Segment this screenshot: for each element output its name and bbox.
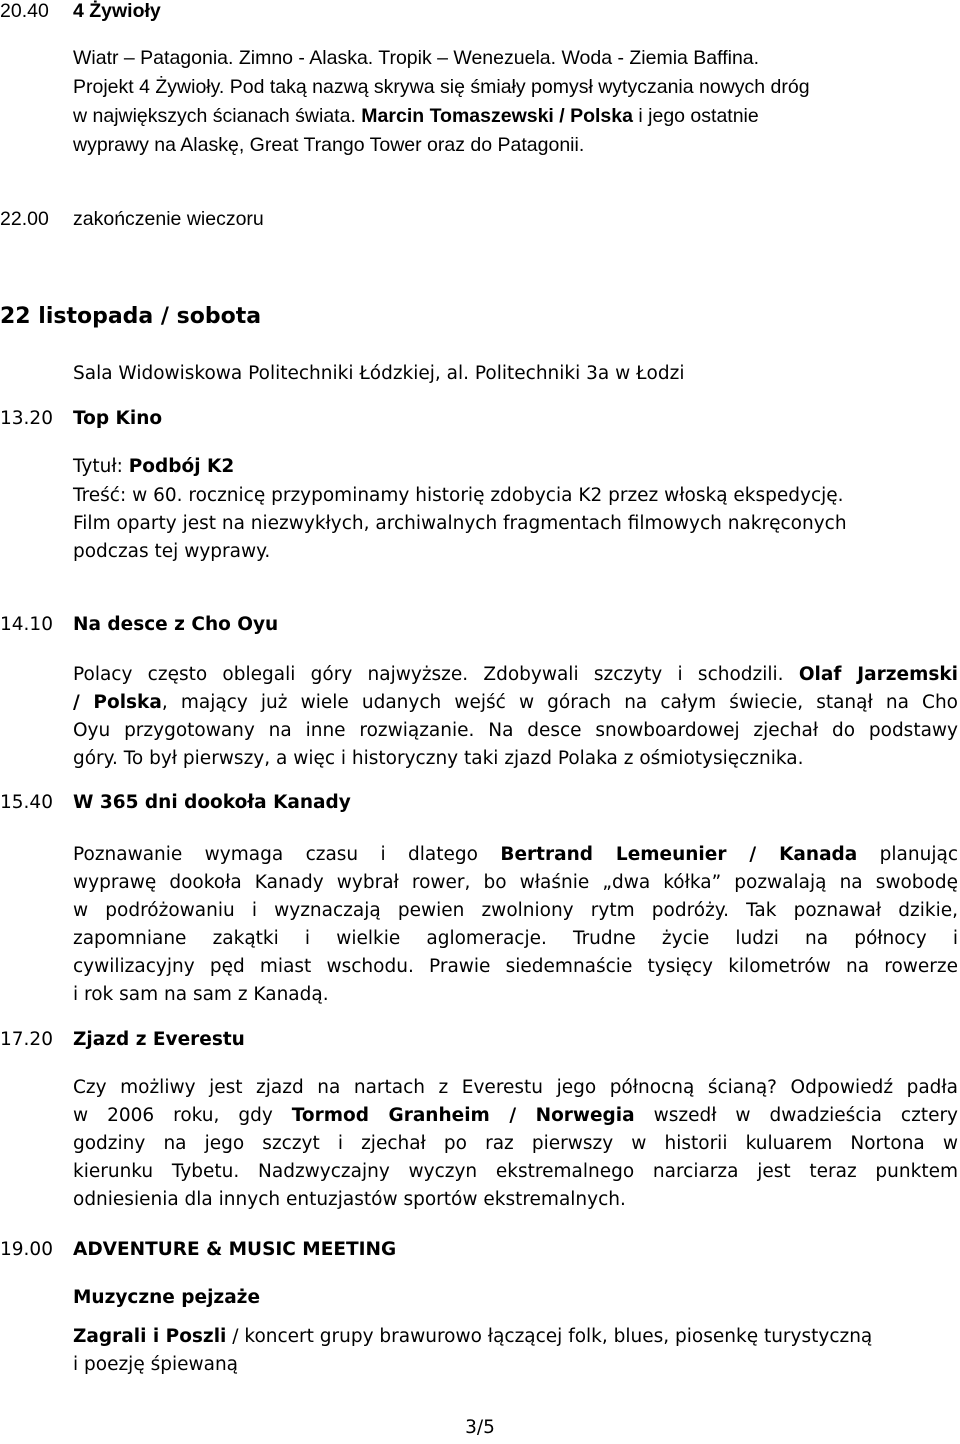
- title-4-zywioly: 4 Żywioły: [73, 0, 161, 22]
- venue: Sala Widowiskowa Politechniki Łódzkiej, al. Politechniki 3a w Łodzi: [73, 363, 685, 384]
- choOyu-polska: / Polska: [73, 692, 162, 713]
- p1-line3-end: i jego ostatnie: [638, 105, 759, 127]
- time-1900: 19.00: [0, 1239, 53, 1260]
- choOyu-line1: [73, 661, 958, 689]
- choOyu-line1-text: Polacy często oblegali góry najwyższe. Zdobywali szczyty i schodzili.: [73, 664, 784, 685]
- choOyu-line3: Oyu przygotowany na inne rozwiązanie. Na desce snowboardowej zjechał do podstawy: [73, 720, 958, 741]
- everest-line1: Czy możliwy jest zjazd na nartach z Everestu jego północną ścianą? Odpowiedź padła: [73, 1077, 958, 1098]
- topkino-line3: podczas tej wyprawy.: [73, 541, 271, 562]
- title-cho-oyu: Na desce z Cho Oyu: [73, 614, 279, 635]
- film-title-line: [73, 453, 234, 481]
- film-title-label: Tytuł:: [73, 456, 123, 477]
- everest-line2: [73, 1102, 958, 1130]
- kanada-line1: [73, 841, 958, 869]
- p1-line2: Projekt 4 Żywioły. Pod taką nazwą skrywa się śmiały pomysł wytyczania nowych dróg: [73, 76, 810, 98]
- everest-line5: odniesienia dla innych entuzjastów sportów ekstremalnych.: [73, 1189, 626, 1210]
- kanada-bertrand: Bertrand Lemeunier / Kanada: [500, 844, 858, 865]
- kanada-line6: i rok sam na sam z Kanadą.: [73, 984, 329, 1005]
- topkino-line2: Film oparty jest na niezwykłych, archiwalnych fragmentach filmowych nakręconych: [73, 513, 847, 534]
- music-line1: [73, 1323, 872, 1351]
- kanada-line1-end: planując: [879, 844, 958, 865]
- time-1410: 14.10: [0, 614, 53, 635]
- choOyu-line2: [73, 689, 958, 717]
- everest-line2-text: w 2006 roku, gdy: [73, 1105, 273, 1126]
- kanada-line2: wyprawę dookoła Kanady wybrał rower, bo właśnie „dwa kółka” pozwalają na swobodę: [73, 872, 958, 893]
- title-zakonczenie: zakończenie wieczoru: [73, 208, 264, 230]
- choOyu-olaf: Olaf Jarzemski: [798, 664, 958, 685]
- kanada-line3: w podróżowaniu i wyznaczają pewien zwolniony rytm podróży. Tak poznawał dzikie,: [73, 900, 958, 921]
- music-line2: i poezję śpiewaną: [73, 1354, 239, 1375]
- time-1540: 15.40: [0, 792, 53, 813]
- music-line1-text: / koncert grupy brawurowo łączącej folk, blues, piosenkę turystyczną: [226, 1326, 873, 1347]
- p1-line1: Wiatr – Patagonia. Zimno - Alaska. Tropik – Wenezuela. Woda - Ziemia Baffina.: [73, 47, 760, 69]
- time-2200: 22.00: [0, 208, 49, 230]
- film-title: Podbój K2: [128, 456, 235, 477]
- kanada-line1-text: Poznawanie wymaga czasu i dlatego: [73, 844, 478, 865]
- time-1720: 17.20: [0, 1029, 53, 1050]
- p1-marcin: Marcin Tomaszewski / Polska: [361, 105, 633, 127]
- title-everest: Zjazd z Everestu: [73, 1029, 245, 1050]
- choOyu-line4: góry. To był pierwszy, a więc i historyczny taki zjazd Polaka z ośmiotysięcznika.: [73, 748, 804, 769]
- title-adventure-music: ADVENTURE & MUSIC MEETING: [73, 1239, 397, 1260]
- time-1320: 13.20: [0, 408, 53, 429]
- kanada-line5: cywilizacyjny pęd miast wschodu. Prawie siedemnaście tysięcy kilometrów na rowerze: [73, 956, 958, 977]
- choOyu-line2-text: , mający już wiele udanych wejść w górach na całym świecie, stanął na Cho: [161, 692, 958, 713]
- p1-line3-text: w największych ścianach świata.: [73, 105, 356, 127]
- title-top-kino: Top Kino: [73, 408, 163, 429]
- p1-line4: wyprawy na Alaskę, Great Trango Tower oraz do Patagonii.: [73, 134, 585, 156]
- everest-tormod: Tormod Granheim / Norwegia: [291, 1105, 635, 1126]
- everest-line3: godziny na jego szczyt i zjechał po raz pierwszy w historii kuluarem Nortona w: [73, 1133, 958, 1154]
- day-heading: 22 listopada / sobota: [0, 304, 262, 329]
- everest-line2-end: wszedł w dwadzieścia cztery: [653, 1105, 959, 1126]
- p1-line3: [73, 105, 759, 128]
- everest-line4: kierunku Tybetu. Nadzwyczajny wyczyn ekstremalnego narciarza jest teraz punktem: [73, 1161, 958, 1182]
- kanada-line4: zapomniane zakątki i wielkie aglomeracje. Trudne życie ludzi na północy i: [73, 928, 958, 949]
- music-zagrali: Zagrali i Poszli: [73, 1326, 227, 1347]
- title-kanada: W 365 dni dookoła Kanady: [73, 792, 351, 813]
- page-number: 3/5: [465, 1417, 495, 1438]
- topkino-line1: Treść: w 60. rocznicę przypominamy historię zdobycia K2 przez włoską ekspedycję.: [73, 485, 844, 506]
- time-2040: 20.40: [0, 0, 49, 22]
- music-subtitle: Muzyczne pejzaże: [73, 1287, 260, 1308]
